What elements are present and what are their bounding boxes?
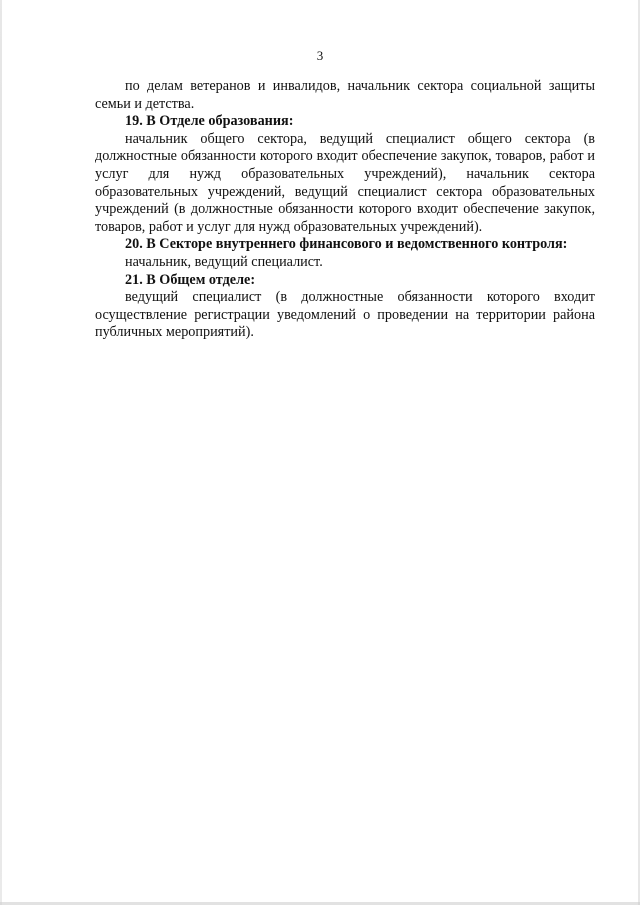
scan-edge-left xyxy=(0,0,2,905)
section-heading-20: 20. В Секторе внутреннего финансового и ведомственного контроля: xyxy=(125,236,568,253)
paragraph-section-20: начальник, ведущий специалист. xyxy=(125,253,323,270)
section-heading-21: 21. В Общем отделе: xyxy=(125,271,256,288)
paragraph-section-19: начальник общего сектора, ведущий специалист общего сектора (в должностные обязанности которого входит обеспечение закупок, товаров, работ и услуг для нужд образовательных учреждений), начальник сектора образовательных учреждений, ведущий специалист сектора образовательных учреждений (в должностные обязанности которого входит обеспечение закупок, товаров, работ и услуг для нужд образовательных учреждений). xyxy=(95,130,595,235)
paragraph-continuation: по делам ветеранов и инвалидов, начальник сектора социальной защиты семьи и детства. xyxy=(95,78,595,112)
paragraph-section-21: ведущий специалист (в должностные обязанности которого входит осуществление регистрации уведомлений о проведении на территории района публичных мероприятий). xyxy=(95,289,595,341)
document-body xyxy=(95,78,595,342)
page-number: 3 xyxy=(316,48,324,63)
section-heading-19: 19. В Отделе образования: xyxy=(125,113,294,130)
